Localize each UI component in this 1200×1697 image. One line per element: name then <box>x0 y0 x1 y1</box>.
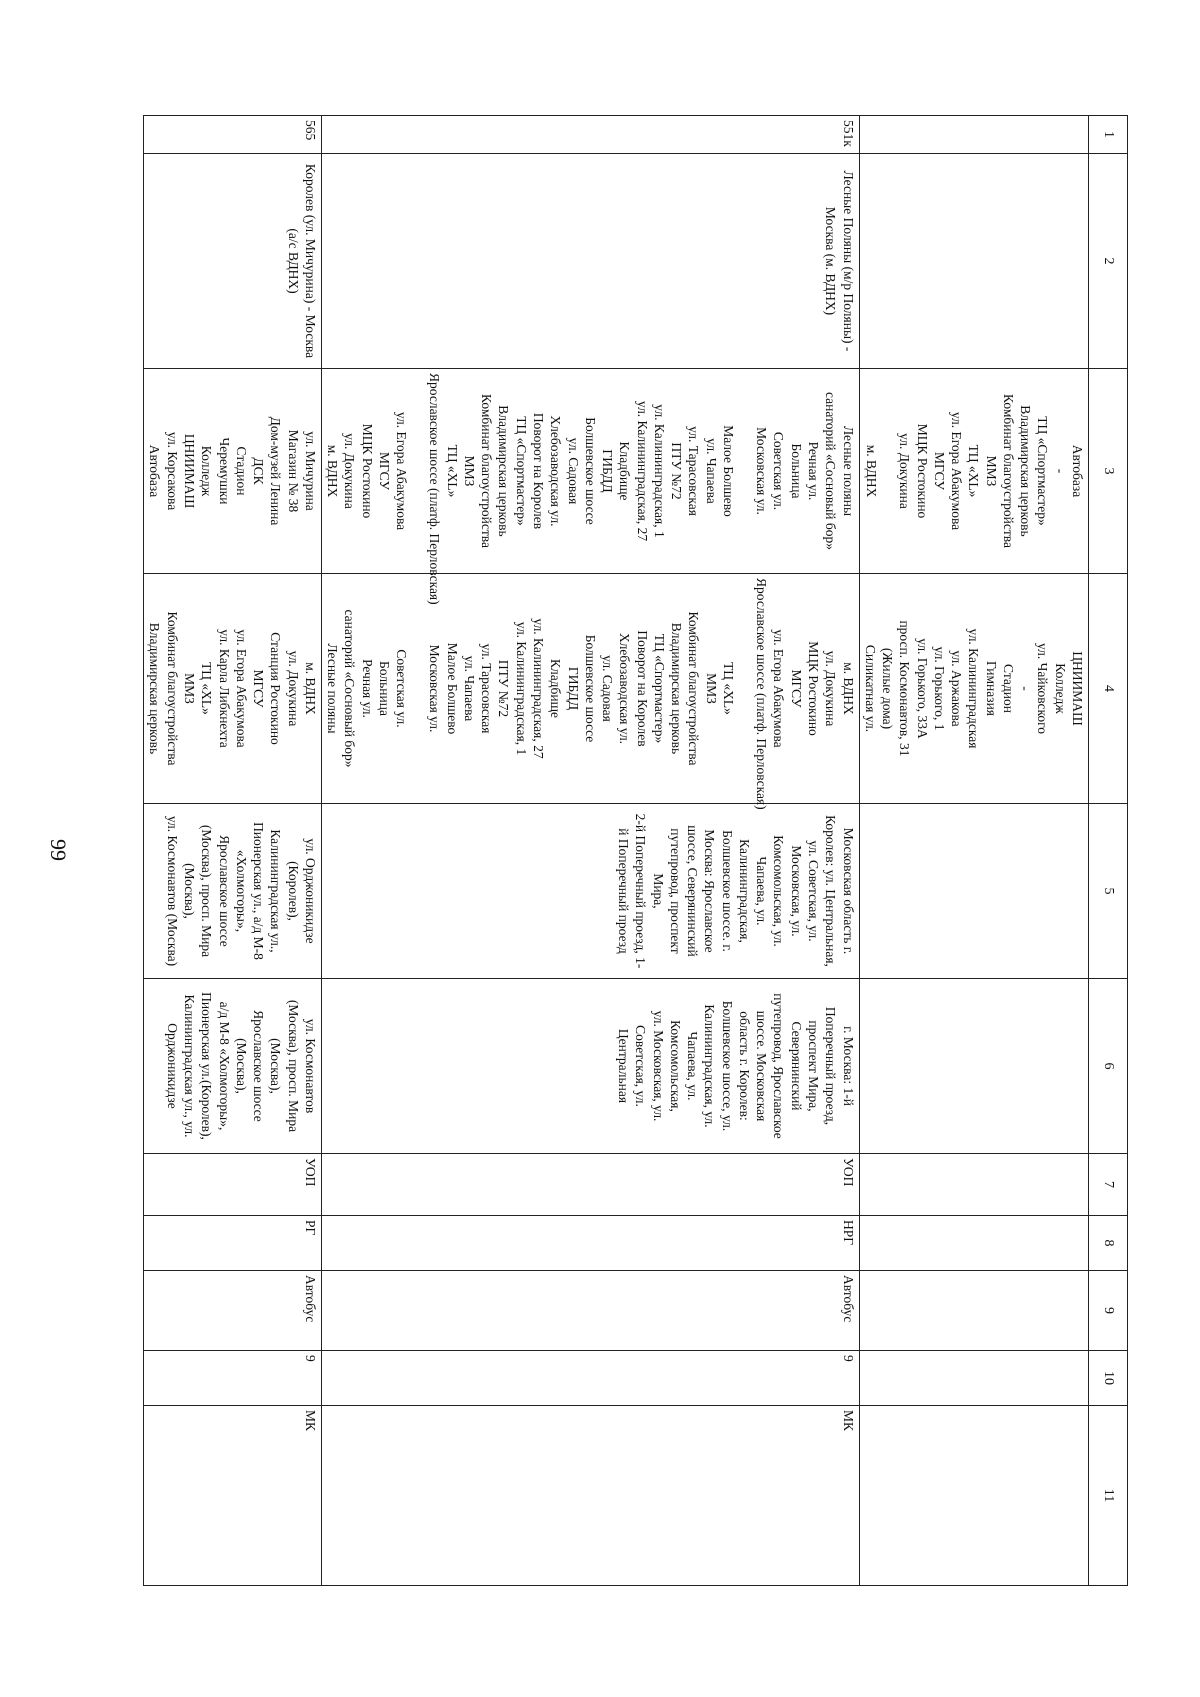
stops-backward-line: Кладбище <box>548 658 564 719</box>
route-number <box>859 116 1088 154</box>
streets-backward <box>321 979 859 1154</box>
stops-backward-line: ул. Егора Абакумова <box>771 629 787 748</box>
stops-forward <box>144 369 322 574</box>
route-row <box>321 116 859 1586</box>
vehicle-class: МК <box>321 1406 859 1586</box>
tariff-type <box>859 1216 1088 1271</box>
stops-forward-line: Черемушки <box>216 437 232 505</box>
streets-backward-line: а/д М-8 «Холмогоры», <box>216 1001 232 1131</box>
stops-forward-line: МЦК Ростокино <box>914 423 930 519</box>
route-number: 565 <box>144 116 322 154</box>
streets-backward <box>859 979 1088 1154</box>
stops-forward-line: ул. Докукина <box>342 433 358 509</box>
streets-forward-line: путепровод, проспект <box>667 828 683 954</box>
page-number: 99 <box>46 839 71 861</box>
stops-forward-line: м. ВДНХ <box>864 444 880 498</box>
streets-backward-line: Северянинский <box>788 1021 804 1111</box>
streets-backward-line: путепровод, Ярославское <box>771 993 787 1139</box>
stops-forward-line <box>737 373 753 569</box>
table-body <box>144 116 1089 1586</box>
stops-backward-line: ПТУ №72 <box>496 659 512 718</box>
vehicle-type: Автобус <box>144 1271 322 1351</box>
stops-forward-line: Кладбище <box>617 441 633 501</box>
column-header-9: 9 <box>1089 1271 1128 1351</box>
stops-forward <box>859 369 1088 574</box>
stops-backward-line: МГСУ <box>251 669 267 708</box>
stops-backward-line: Ярославское шоссе (платф. Перловская) <box>754 578 770 810</box>
streets-backward-line: (Москва), просп. Мира <box>285 999 301 1133</box>
stops-forward-line: Больница <box>788 443 804 499</box>
stops-forward-line: МГСУ <box>931 451 947 490</box>
stops-forward-line: ММЗ <box>983 455 999 487</box>
stops-forward-line: Владимирская церковь <box>1018 405 1034 537</box>
stops-backward-line: Гимназия <box>983 660 999 717</box>
stops-forward-line: ГИБДД <box>600 449 616 493</box>
stops-forward-line: ул. Чапаева <box>703 438 719 504</box>
column-header-3: 3 <box>1089 369 1128 574</box>
stops-backward <box>321 574 859 810</box>
streets-forward <box>859 804 1088 979</box>
stops-backward-line <box>737 578 753 799</box>
stops-forward-line: Хлебозаводская ул. <box>548 415 564 527</box>
tariff-type: НРГ <box>321 1216 859 1271</box>
streets-forward-line: Чапаева, ул. <box>754 856 770 926</box>
stops-backward-line: Силикатная ул. <box>862 644 878 733</box>
stops-backward-line: (Жилые дома) <box>880 647 896 730</box>
stops-backward-line: Больница <box>376 661 392 716</box>
streets-forward-line: 2-й Поперечный проезд, 1- <box>633 813 649 969</box>
streets-backward-line: Орджоникидзе <box>164 1023 180 1109</box>
streets-forward-line: «Холмогоры», <box>233 849 249 933</box>
streets-forward <box>144 804 322 979</box>
stops-forward-line: ПТУ №72 <box>669 442 685 500</box>
streets-backward-line: Центральная <box>616 1028 632 1104</box>
stops-forward-line: Автобаза <box>147 444 163 498</box>
route-number: 551к <box>321 116 859 154</box>
streets-backward-line: ул. Московская, ул. <box>650 1010 666 1122</box>
streets-backward-line: шоссе. Московская <box>754 1010 770 1122</box>
stops-backward-line: Поворот на Королев <box>634 630 650 747</box>
streets-forward-line: Королев: ул. Центральная, <box>823 815 839 967</box>
streets-backward-line: (Москва), <box>233 1038 249 1094</box>
streets-backward-line: ул. Космонавтов <box>302 1018 318 1114</box>
stops-forward-line <box>880 373 896 569</box>
stops-backward-line: Московская ул. <box>427 644 443 733</box>
stops-backward-line: Лесные поляны <box>325 643 341 734</box>
stops-forward-line: Московская ул. <box>754 427 770 515</box>
stops-backward-line: ул. Карла Либкнехта <box>216 629 232 748</box>
stops-backward-line: МГСУ <box>788 669 804 708</box>
streets-forward-line: Комсомольская, ул. <box>771 835 787 947</box>
stops-backward-line: ЦНИИМАШ <box>1070 651 1085 726</box>
stops-backward-line: ул. Калининградская <box>966 628 982 749</box>
stops-forward-line: МГСУ <box>376 451 392 490</box>
stops-backward-line: Болшевское шоссе <box>582 634 598 743</box>
column-header-11: 11 <box>1089 1406 1128 1586</box>
stops-forward <box>321 369 859 605</box>
stops-backward-line: ул. Чайковского <box>1035 642 1051 735</box>
route-name: Королев (ул. Мичурина) - Москва (а/с ВДНХ) <box>144 154 322 369</box>
streets-forward-line: ул. Орджоникидзе <box>302 838 318 944</box>
streets-backward-line: г. Москва: 1-й <box>840 1026 856 1106</box>
stops-backward-line: ТЦ «XL» <box>199 662 215 715</box>
stops-backward-line: просп. Космонавтов, 31 <box>897 620 913 757</box>
streets-backward-line: область г. Королев: <box>736 1011 752 1121</box>
streets-forward-line: ул. Космонавтов (Москва) <box>164 815 180 967</box>
stops-backward-line: ГИБДД <box>565 666 581 711</box>
stops-backward-line: Стадион <box>1000 664 1016 713</box>
route-row <box>144 116 322 1586</box>
stops-forward-line: ДСК <box>251 457 267 485</box>
column-header-7: 7 <box>1089 1154 1128 1216</box>
column-header-5: 5 <box>1089 804 1128 979</box>
stops-forward-line: Болшевское шоссе <box>582 417 598 525</box>
stops-backward-line: Комбинат благоустройства <box>164 611 180 766</box>
stops-backward-line: Владимирская церковь <box>669 622 685 755</box>
vehicle-class <box>859 1406 1088 1586</box>
stops-forward-line: ул. Мичурина <box>302 431 318 511</box>
stops-forward-line: ул. Садовая <box>565 437 581 505</box>
stops-forward-line: ул. Калининградская, 1 <box>651 404 667 538</box>
streets-forward-line: (Москва), <box>181 863 197 919</box>
stops-backward-line: ул. Горького, 33А <box>914 638 930 739</box>
streets-backward <box>144 979 322 1154</box>
stops-backward <box>859 574 1088 804</box>
stops-backward-line: ММЗ <box>703 673 719 704</box>
stops-forward-line: Дом-музей Ленина <box>268 416 284 526</box>
streets-backward-line: Пионерская ул.(Королев), <box>199 992 215 1140</box>
header-row <box>1089 116 1128 1586</box>
streets-forward-line: Московская, ул. <box>788 845 804 937</box>
streets-forward-line: Пионерская ул., а/д М-8 <box>251 822 267 960</box>
stops-backward-line: Станция Ростокино <box>268 632 284 745</box>
streets-forward-line: Калининградская ул., <box>268 829 284 953</box>
stops-backward-line: МЦК Ростокино <box>806 641 822 736</box>
rotated-table-wrapper <box>147 115 1128 1585</box>
streets-forward <box>321 804 859 979</box>
streets-backward-line: Поперечный проезд, <box>823 1006 839 1126</box>
stops-forward-line: Колледж <box>199 445 215 497</box>
stops-forward-line: Речная ул. <box>806 441 822 501</box>
streets-backward-line: Чапаева, ул. <box>685 1031 701 1101</box>
stops-backward-line: ул. Калининградская, 27 <box>531 618 547 759</box>
stops-forward-line: ул. Докукина <box>897 433 913 509</box>
column-header-1: 1 <box>1089 116 1128 154</box>
stops-backward-line: Хлебозаводская ул. <box>617 632 633 745</box>
stops-backward-line: Малое Болшево <box>444 642 460 735</box>
stops-forward-line: Ярославское шоссе (платф. Перловская) <box>427 373 443 605</box>
streets-forward-line: Болшевское шоссе. г. <box>719 830 735 952</box>
stops-forward-line: ММЗ <box>461 455 477 487</box>
vehicle-count: 9 <box>321 1351 859 1406</box>
stops-forward-line: МЦК Ростокино <box>359 423 375 519</box>
stops-forward-line: м. ВДНХ <box>325 444 341 498</box>
stops-backward-line: ул. Тарасовская <box>479 643 495 734</box>
stops-forward-line: ул. Егора Абакумова <box>949 411 965 531</box>
streets-backward-line: Комсомольская, <box>667 1020 683 1112</box>
streets-backward-line: Болшевское шоссе, ул. <box>719 1000 735 1132</box>
vehicle-count <box>859 1351 1088 1406</box>
vehicle-count: 9 <box>144 1351 322 1406</box>
streets-forward-line: (Королев), <box>285 861 301 921</box>
stops-forward-line: Владимирская церковь <box>496 405 512 537</box>
stops-backward-line: Речная ул. <box>359 659 375 718</box>
route-row <box>859 116 1088 1586</box>
stops-backward-line: ул. Аржакова <box>949 650 965 727</box>
streets-backward-line: проспект Мира, <box>806 1020 822 1112</box>
stops-forward-line: санаторий «Сосновый бор» <box>823 391 839 551</box>
streets-forward-line: Московская область г. <box>840 827 856 955</box>
stop-type: УОП <box>144 1154 322 1216</box>
stop-type: УОП <box>321 1154 859 1216</box>
streets-forward-line: Мира, <box>650 873 666 909</box>
route-name <box>859 154 1088 369</box>
stops-backward-line: ул. Чапаева <box>461 655 477 722</box>
stops-forward-line: ТЦ «Спортмастер» <box>1035 416 1051 526</box>
stops-forward-line: ул. Корсакова <box>164 431 180 511</box>
stops-backward-line: Комбинат благоустройства <box>686 611 702 766</box>
stops-backward-line: Колледж <box>1052 663 1068 714</box>
stops-backward <box>144 574 322 804</box>
stops-forward-line: Советская ул. <box>771 431 787 511</box>
stops-forward-line: Стадион <box>233 446 249 496</box>
column-header-10: 10 <box>1089 1351 1128 1406</box>
streets-forward-line: (Москва), просп. Мира <box>199 824 215 958</box>
stops-backward-line <box>410 578 426 799</box>
streets-forward-line: ул. Советская, ул. <box>806 840 822 942</box>
stop-type <box>859 1154 1088 1216</box>
stops-forward-line: Лесные поляны <box>840 425 856 517</box>
stops-forward-line: ТЦ «XL» <box>966 444 982 498</box>
route-name: Лесные Поляны (м/р Поляны) - Москва (м. ВДНХ) <box>321 154 859 369</box>
stops-forward-line: Магазин № 38 <box>285 429 301 513</box>
stops-forward-line: Малое Болшево <box>720 425 736 517</box>
stops-forward-line: Автобаза <box>1070 444 1085 498</box>
vehicle-type <box>859 1271 1088 1351</box>
stops-backward-line: ул. Докукина <box>285 650 301 727</box>
stops-forward-line <box>410 373 426 569</box>
streets-forward-line: шоссе, Северянинский <box>685 825 701 957</box>
vehicle-class: МК <box>144 1406 322 1586</box>
stops-backward-line: ул. Калининградская, 1 <box>513 621 529 756</box>
stops-backward-line: ул. Горького, 1 <box>931 646 947 731</box>
streets-backward-line: (Москва), <box>268 1038 284 1094</box>
stops-forward-line: - <box>1052 468 1068 474</box>
stops-forward-line: Комбинат благоустройства <box>479 394 495 548</box>
stops-forward-line: ЦНИИМАШ <box>181 433 197 509</box>
stops-forward-line: ул. Егора Абакумова <box>394 411 410 531</box>
stops-backward-line: санаторий «Сосновый бор» <box>342 609 358 768</box>
streets-forward-line: Калининградская, <box>736 839 752 943</box>
stops-backward-line: ТЦ «Спортмастер» <box>651 633 667 744</box>
stops-forward-line: ТЦ «Спортмастер» <box>513 416 529 526</box>
stops-backward-line: Владимирская церковь <box>147 622 163 755</box>
streets-forward-line: Москва: Ярославское <box>702 829 718 953</box>
stops-backward-line: - <box>1018 686 1034 691</box>
tariff-type: РГ <box>144 1216 322 1271</box>
stops-forward-line: ул. Тарасовская <box>686 426 702 516</box>
stops-backward-line: ММЗ <box>181 673 197 704</box>
route-table <box>143 115 1128 1586</box>
stops-backward-line: ул. Егора Абакумова <box>233 629 249 748</box>
stops-forward-line: Комбинат благоустройства <box>1000 394 1016 548</box>
column-header-6: 6 <box>1089 979 1128 1154</box>
streets-forward-line: Ярославское шоссе <box>216 835 232 947</box>
column-header-4: 4 <box>1089 574 1128 804</box>
streets-backward-line: Ярославское шоссе <box>251 1010 267 1122</box>
stops-forward-line: Поворот на Королев <box>531 412 547 530</box>
stops-forward-line: ТЦ «XL» <box>444 444 460 498</box>
stops-backward-line: ул. Докукина <box>823 650 839 727</box>
stops-backward-line: м. ВДНХ <box>840 662 856 715</box>
stops-backward-line: ул. Садовая <box>600 655 616 722</box>
streets-backward-line: Советская, ул. <box>633 1025 649 1107</box>
stops-backward-line: ТЦ «XL» <box>720 662 736 715</box>
stops-forward-line: ул. Калининградская, 27 <box>634 400 650 542</box>
stops-backward-line: Советская ул. <box>394 649 410 728</box>
vehicle-type: Автобус <box>321 1271 859 1351</box>
column-header-8: 8 <box>1089 1216 1128 1271</box>
streets-backward-line: Калининградская, ул. <box>702 1004 718 1128</box>
column-header-2: 2 <box>1089 154 1128 369</box>
stops-backward-line: м. ВДНХ <box>302 662 318 715</box>
streets-forward-line: й Поперечный проезд <box>616 828 632 954</box>
streets-backward-line: Калининградская ул., ул. <box>181 994 197 1138</box>
